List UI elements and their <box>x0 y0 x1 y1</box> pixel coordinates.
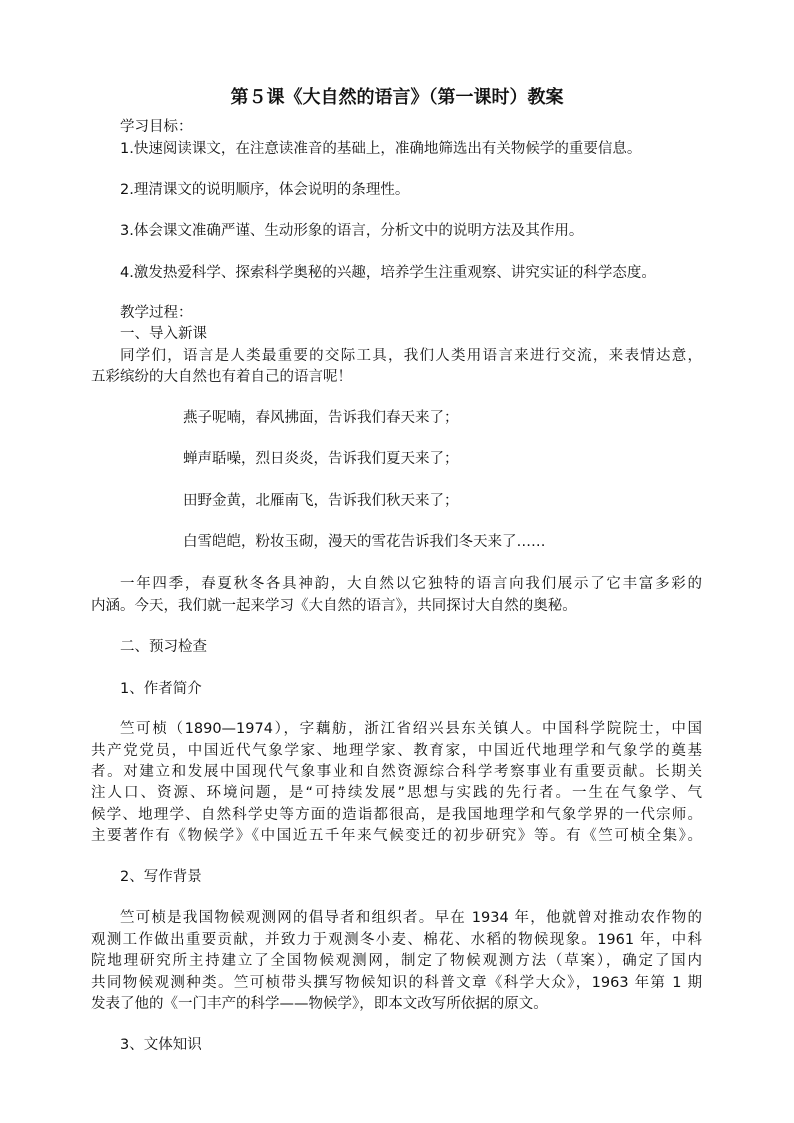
outro-line-1: 一年四季，春夏秋冬各具神韵，大自然以它独特的语言向我们展示了它丰富多彩的 <box>120 576 702 592</box>
intro-line-1: 同学们，语言是人类最重要的交际工具，我们人类用语言来进行交流，来表情达意， <box>120 348 702 364</box>
background-heading: 2、写作背景 <box>120 869 202 885</box>
genre-heading: 3、文体知识 <box>120 1037 202 1053</box>
objective-item-2: 2.理清课文的说明顺序，体会说明的条理性。 <box>120 182 410 198</box>
author-heading: 1、作者简介 <box>120 681 202 697</box>
background-line-3: 院地理研究所主持建立了全国物候观测网，制定了物候观测方法（草案），确定了国内 <box>91 953 702 969</box>
author-line-2: 共产党党员，中国近代气象学家、地理学家、教育家，中国近代地理学和气象学的奠基 <box>91 743 702 759</box>
verse-winter: 白雪皑皑，粉妆玉砌，漫天的雪花告诉我们冬天来了…… <box>183 534 546 550</box>
outro-line-2: 内涵。今天，我们就一起来学习《大自然的语言》，共同探讨大自然的奥秘。 <box>91 598 577 614</box>
objective-item-1: 1.快速阅读课文，在注意读准音的基础上，准确地筛选出有关物候学的重要信息。 <box>120 141 642 157</box>
objective-item-3: 3.体会课文准确严谨、生动形象的语言，分析文中的说明方法及其作用。 <box>120 223 584 239</box>
objectives-heading: 学习目标： <box>120 119 193 135</box>
author-line-4: 注人口、资源、环境问题，是“可持续发展”思想与实践的先行者。一生在气象学、气 <box>91 785 702 801</box>
author-line-1: 竺可桢（1890—1974），字藕舫，浙江省绍兴县东关镇人。中国科学院院士，中国 <box>120 721 702 737</box>
objective-item-4: 4.激发热爱科学、探索科学奥秘的兴趣，培养学生注重观察、讲究实证的科学态度。 <box>120 265 656 281</box>
page-title: 第５课《大自然的语言》（第一课时）教案 <box>230 87 564 108</box>
background-line-1: 竺可桢是我国物候观测网的倡导者和组织者。早在 1934 年，他就曾对推动农作物的 <box>120 910 702 926</box>
process-heading: 教学过程： <box>120 305 193 321</box>
intro-line-2: 五彩缤纷的大自然也有着自己的语言呢！ <box>91 369 352 385</box>
verse-spring: 燕子呢喃，春风拂面，告诉我们春天来了； <box>183 410 459 426</box>
author-line-5: 候学、地理学、自然科学史等方面的造诣都很高，是我国地理学和气象学界的一代宗师。 <box>91 807 702 823</box>
verse-summer: 蝉声聒噪，烈日炎炎，告诉我们夏天来了； <box>183 451 459 467</box>
section1-heading: 一、导入新课 <box>120 326 207 342</box>
background-line-4: 共同物候观测种类。竺可桢带头撰写物候知识的科普文章《科学大众》，1963 年第 1 期 <box>91 975 702 991</box>
background-line-2: 观测工作做出重要贡献，并致力于观测冬小麦、棉花、水稻的物候现象。1961 年，中科 <box>91 932 702 948</box>
author-line-6: 主要著作有《物候学》《中国近五千年来气候变迁的初步研究》等。有《竺可桢全集》。 <box>91 828 702 844</box>
verse-autumn: 田野金黄，北雁南飞，告诉我们秋天来了； <box>183 493 459 509</box>
background-line-5: 发表了他的《一门丰产的科学——物候学》，即本文改写所依据的原文。 <box>91 996 548 1012</box>
author-line-3: 者。对建立和发展中国现代气象事业和自然资源综合科学考察事业有重要贡献。长期关 <box>91 764 702 780</box>
section2-heading: 二、预习检查 <box>120 639 207 655</box>
